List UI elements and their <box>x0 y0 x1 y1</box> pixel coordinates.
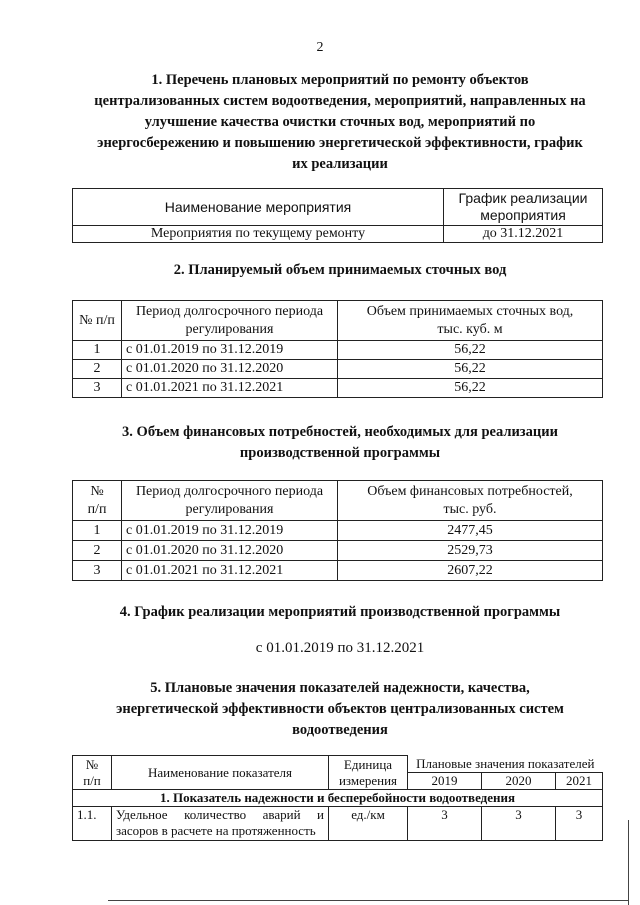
indicator-name <box>112 807 329 841</box>
unit-cell: ед./км <box>329 807 408 841</box>
row-num: 1 <box>73 341 122 360</box>
row-num: 1.1. <box>73 807 112 841</box>
measure-name-header: Наименование мероприятия <box>73 189 444 226</box>
wastewater-volume-table <box>72 300 603 398</box>
row-num: 2 <box>73 360 122 379</box>
row-period: с 01.01.2019 по 31.12.2019 <box>122 341 338 360</box>
table-row <box>73 341 603 360</box>
section1-heading-line: централизованных систем водоотведения, мероприятий, направленных на <box>94 93 586 109</box>
period-header-line2: регулирования <box>185 321 274 337</box>
unit-header-line2: измерения <box>338 772 398 788</box>
finance-header-line2: тыс. руб. <box>443 501 497 517</box>
row-period: с 01.01.2021 по 31.12.2021 <box>122 561 338 581</box>
value-2019: 3 <box>408 807 482 841</box>
page-number: 2 <box>316 40 324 55</box>
num-header-line2: п/п <box>83 772 101 788</box>
table-row <box>73 561 603 581</box>
row-num: 3 <box>73 561 122 581</box>
num-header-line2: п/п <box>87 501 107 517</box>
row-period: с 01.01.2021 по 31.12.2021 <box>122 379 338 398</box>
section4-period: с 01.01.2019 по 31.12.2021 <box>255 640 425 656</box>
unit-header-line1: Единица <box>343 756 393 772</box>
period-header <box>122 481 338 521</box>
value-2020: 3 <box>482 807 556 841</box>
period-header <box>122 301 338 341</box>
year-2019-header: 2019 <box>408 773 482 790</box>
table-header-row <box>73 481 603 521</box>
row-value: 2477,45 <box>338 521 603 541</box>
table-row <box>73 807 603 841</box>
indicator-name-line1: Удельное количество аварий и <box>116 807 324 822</box>
schedule-header-line1: График реализации <box>458 190 588 206</box>
group-reliability: 1. Показатель надежности и бесперебойности водоотведения <box>73 790 603 807</box>
measure-name-cell: Мероприятия по текущему ремонту <box>73 226 444 243</box>
section3-heading-line1: 3. Объем финансовых потребностей, необходимых для реализации <box>122 424 558 440</box>
num-header: № п/п <box>73 301 122 341</box>
section5-heading-line: 5. Плановые значения показателей надежности, качества, <box>150 680 530 696</box>
row-value: 2529,73 <box>338 541 603 561</box>
schedule-header-line2: мероприятия <box>480 207 566 223</box>
section4-heading: 4. График реализации мероприятий производственной программы <box>119 604 561 620</box>
row-value: 56,22 <box>338 379 603 398</box>
row-period: с 01.01.2020 по 31.12.2020 <box>122 360 338 379</box>
page-side-line <box>628 820 629 905</box>
page-bottom-line <box>108 900 628 901</box>
row-period: с 01.01.2019 по 31.12.2019 <box>122 521 338 541</box>
table-row <box>73 541 603 561</box>
table-row <box>73 521 603 541</box>
indicator-name-header: Наименование показателя <box>112 756 329 790</box>
plan-values-header: Плановые значения показателей <box>408 756 603 773</box>
table-header-row <box>73 189 603 226</box>
period-header-line1: Период долгосрочного периода <box>135 483 324 499</box>
indicator-name-line2: засоров в расчете на протяженность <box>116 823 316 838</box>
finance-header-line1: Объем финансовых потребностей, <box>367 483 573 499</box>
volume-header-line1: Объем принимаемых сточных вод, <box>366 303 574 319</box>
section5-heading-line: водоотведения <box>292 722 388 738</box>
schedule-header <box>444 189 603 226</box>
num-header <box>73 481 122 521</box>
section3-heading <box>70 422 610 464</box>
table-row <box>73 226 603 243</box>
section2-heading: 2. Планируемый объем принимаемых сточных вод <box>173 262 507 278</box>
volume-header-line2: тыс. куб. м <box>437 321 503 337</box>
value-2021: 3 <box>556 807 603 841</box>
row-period: с 01.01.2020 по 31.12.2020 <box>122 541 338 561</box>
table-row <box>73 360 603 379</box>
num-header-line1: № <box>85 756 99 772</box>
period-header-line2: регулирования <box>185 501 274 517</box>
row-num: 1 <box>73 521 122 541</box>
schedule-date-cell: до 31.12.2021 <box>444 226 603 243</box>
section5-heading-line: энергетической эффективности объектов централизованных систем <box>116 701 564 717</box>
finance-header <box>338 481 603 521</box>
unit-header <box>329 756 408 790</box>
volume-header <box>338 301 603 341</box>
table-row <box>73 379 603 398</box>
year-2021-header: 2021 <box>556 773 603 790</box>
section3-heading-line2: производственной программы <box>239 445 441 461</box>
table-header-row <box>73 756 603 773</box>
section1-heading-line: их реализации <box>292 156 388 172</box>
measures-table <box>72 188 603 243</box>
section1-heading <box>70 70 610 175</box>
row-num: 2 <box>73 541 122 561</box>
section5-heading <box>70 678 610 741</box>
row-value: 2607,22 <box>338 561 603 581</box>
section1-heading-line: улучшение качества очистки сточных вод, мероприятий по <box>144 114 536 130</box>
table-header-row <box>73 301 603 341</box>
row-num: 3 <box>73 379 122 398</box>
year-2020-header: 2020 <box>482 773 556 790</box>
row-value: 56,22 <box>338 341 603 360</box>
table-group-row <box>73 790 603 807</box>
indicators-table <box>72 755 603 841</box>
financial-needs-table <box>72 480 603 581</box>
row-value: 56,22 <box>338 360 603 379</box>
num-header-line1: № <box>90 483 104 499</box>
num-header <box>73 756 112 790</box>
section1-heading-line: 1. Перечень плановых мероприятий по ремонту объектов <box>151 72 529 88</box>
period-header-line1: Период долгосрочного периода <box>135 303 324 319</box>
section1-heading-line: энергосбережению и повышению энергетической эффективности, график <box>97 135 583 151</box>
